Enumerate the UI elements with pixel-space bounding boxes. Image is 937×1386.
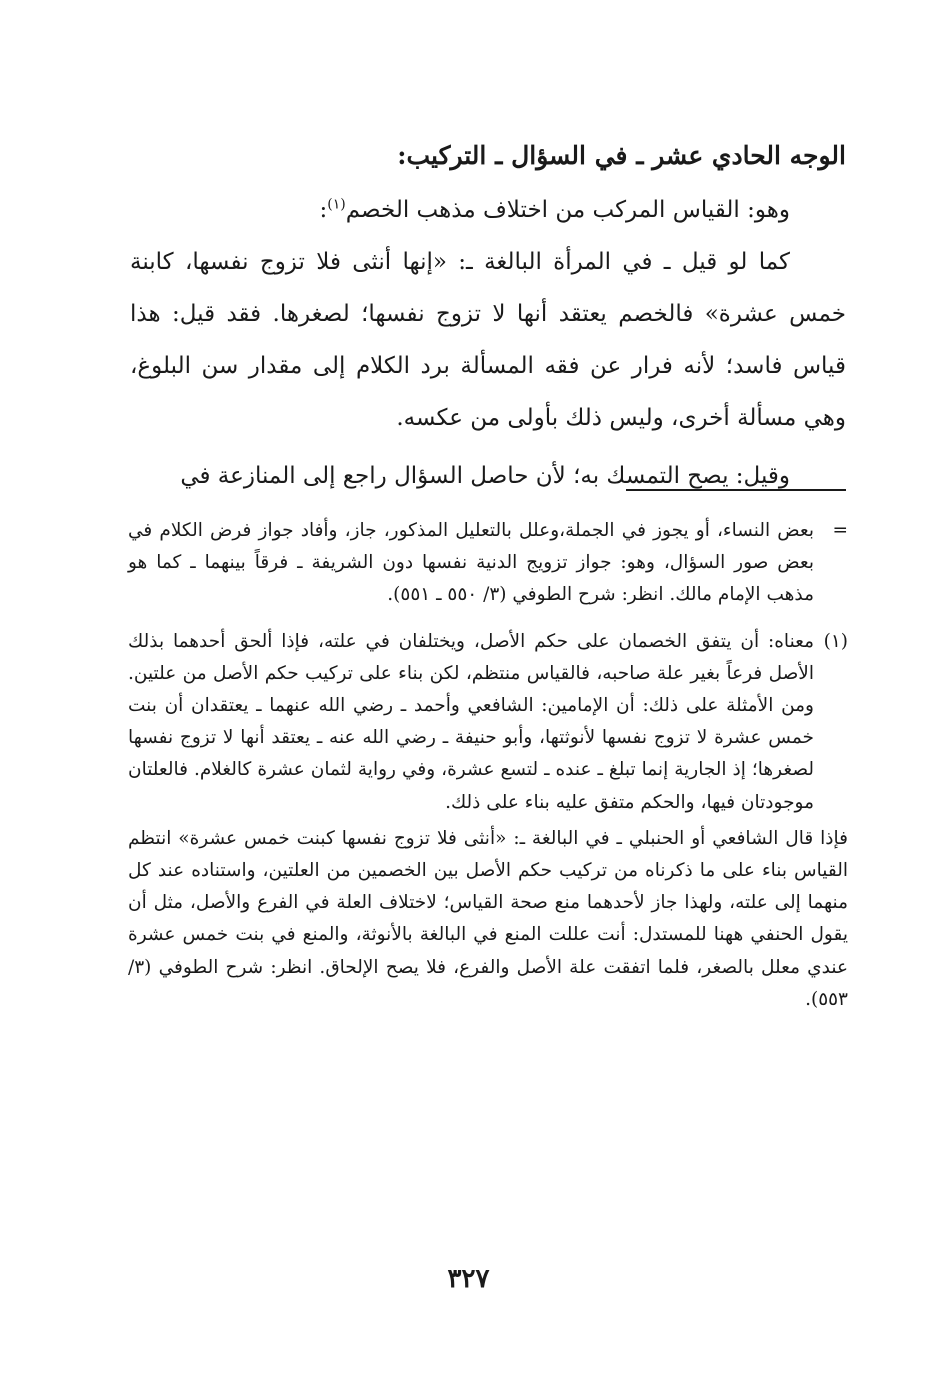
- continuation-text: بعض النساء، أو يجوز في الجملة،وعلل بالتعليل المذكور، جاز، وأفاد جواز فرض الكلام في بعض صور السؤال، وهو: جواز تزويج الدنية نفسها دون الشريفة ـ فرقاً بينهما ـ كما هو مذهب الإمام مالك. انظر: شرح الطوفي (٣/ ٥٥٠ ـ ٥٥١).: [128, 520, 814, 606]
- definition-colon: :: [319, 197, 328, 223]
- paragraph-opinion: وقيل: يصح التمسك به؛ لأن حاصل السؤال راجع إلى المنازعة في: [180, 463, 790, 489]
- main-text: [130, 128, 846, 502]
- page-number: ٣٢٧: [447, 1264, 490, 1294]
- paragraph-definition: [130, 184, 846, 236]
- definition-text: وهو: القياس المركب من اختلاف مذهب الخصم: [345, 197, 790, 223]
- section-heading: الوجه الحادي عشر ـ في السؤال ـ التركيب:: [397, 141, 846, 170]
- footnotes: [128, 515, 848, 1016]
- footnote-1: [128, 626, 848, 819]
- footnote-reference[interactable]: (١): [327, 196, 346, 213]
- continuation-marker: =: [832, 520, 848, 541]
- footnote-1-marker: (١): [823, 630, 848, 652]
- footnote-separator: [626, 489, 846, 491]
- footnote-1-text: معناه: أن يتفق الخصمان على حكم الأصل، ويختلفان في علته، فإذا ألحق أحدهما بذلك الأصل فرعاً بغير علة صاحبه، فالقياس منتظم، لكن بناء على تركيب حكم الأصل من علتين. ومن الأمثلة على ذلك: أن الإمامين: الشافعي وأحمد ـ رضي الله عنهما ـ يعتقدان أن بنت خمس عشرة لا تزوج نفسها لأنوثتها، وأبو حنيفة ـ رضي الله عنه ـ يعتقد أنها لا تزوج نفسها لصغرها؛ إذ الجارية إنما تبلغ ـ عنده ـ لتسع عشرة، وفي رواية لثمان عشرة كالغلام. فالعلتان موجودتان فيها، والحكم متفق عليه بناء على ذلك.: [128, 630, 814, 813]
- footnote-1-continued: فإذا قال الشافعي أو الحنبلي ـ في البالغة ـ: «أنثى فلا تزوج نفسها كبنت خمس عشرة» انتظم القياس بناء على ما ذكرناه من تركيب حكم الأصل بين الخصمين من العلتين، واستناده عند كل منهما إلى علته، ولهذا جاز لأحدهما منع صحة القياس؛ لاختلاف العلة في الفرع والأصل، مثل أن يقول الحنفي ههنا للمستدل: أنت عللت المنع في البالغة بالأنوثة، والمنع في بنت خمس عشرة عندي معلل بالصغر، فلما اتفقت علة الأصل والفرع، فلا يصح الإلحاق. انظر: شرح الطوفي (٣/ ٥٥٣).: [128, 827, 848, 1010]
- footnote-continuation: [128, 515, 848, 612]
- paragraph-example: كما لو قيل ـ في المرأة البالغة ـ: «إنها أنثى فلا تزوج نفسها، كابنة خمس عشرة» فالخصم يعتقد أنها لا تزوج نفسها؛ لصغرها. فقد قيل: هذا قياس فاسد؛ لأنه فرار عن فقه المسألة برد الكلام إلى مقدار سن البلوغ، وهي مسألة أخرى، وليس ذلك بأولى من عكسه.: [130, 249, 846, 431]
